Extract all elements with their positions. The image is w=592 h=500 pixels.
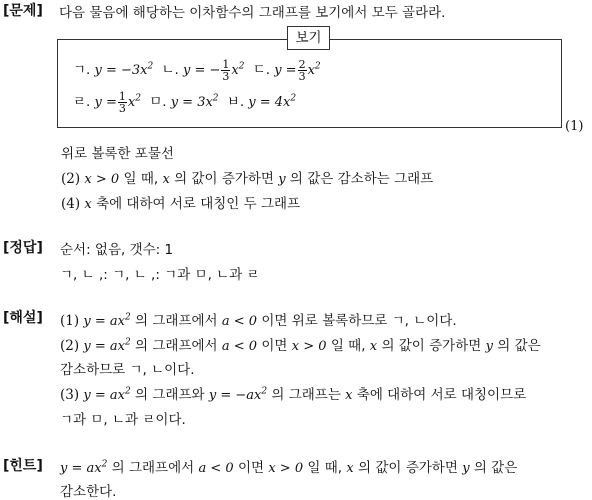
options-box bbox=[57, 39, 562, 128]
question-tag: [문제] bbox=[3, 3, 43, 19]
answer-tag: [정답] bbox=[3, 240, 43, 256]
item-1-text: 위로 볼록한 포물선 bbox=[61, 146, 174, 162]
explanation-tag: [해설] bbox=[3, 310, 43, 326]
options-box-title: 보기 bbox=[287, 26, 330, 50]
option-label-3: ㄷ. bbox=[252, 62, 271, 78]
option-label-6: ㅂ. bbox=[226, 94, 245, 110]
explanation-line-1: (1) $y = ax^2$ 의 그래프에서 a < 0 이면 위로 볼록하므로 ㄱ, ㄴ이다. bbox=[60, 312, 457, 329]
option-expr-1: $y = -3x^2$ bbox=[94, 61, 154, 78]
options-row-1 bbox=[73, 58, 321, 82]
option-expr-3: y = $\frac{2}{3}$ $x^2$ bbox=[274, 58, 321, 83]
option-expr-2: y = − $\frac{1}{3}$ $x^2$ bbox=[182, 58, 245, 83]
option-expr-6: $y = 4x^2$ bbox=[248, 93, 297, 110]
explanation-line-3: 감소하므로 ㄱ, ㄴ이다. bbox=[60, 362, 195, 378]
explanation-line-4: (3) $y = ax^2$ 의 그래프와 $y = -ax^2$ 의 그래프는 x 축에 대하여 서로 대칭이므로 bbox=[60, 386, 527, 403]
answer-line-1: 순서: 없음, 갯수: 1 bbox=[60, 242, 174, 258]
option-label-4: ㄹ. bbox=[73, 94, 91, 110]
options-row-2 bbox=[73, 90, 296, 114]
item-4: (4) x 축에 대하여 서로 대칭인 두 그래프 bbox=[61, 196, 301, 212]
hint-tag: [힌트] bbox=[3, 458, 43, 474]
question-prompt: 다음 물음에 해당하는 이차함수의 그래프를 보기에서 모두 골라라. bbox=[59, 5, 446, 21]
option-label-2: ㄴ. bbox=[161, 62, 179, 78]
explanation-line-5: ㄱ과 ㅁ, ㄴ과 ㄹ이다. bbox=[60, 412, 186, 428]
hint-line-1: $y = ax^2$ 의 그래프에서 a < 0 이면 x > 0 일 때, x 의 값이 증가하면 y 의 값은 bbox=[60, 459, 518, 476]
option-label-1: ㄱ. bbox=[73, 62, 91, 78]
answer-line-2: ㄱ, ㄴ ,: ㄱ, ㄴ ,: ㄱ과 ㅁ, ㄴ과 ㄹ bbox=[60, 267, 260, 283]
hint-line-2: 감소한다. bbox=[60, 484, 117, 500]
option-expr-5: $y = 3x^2$ bbox=[170, 93, 219, 110]
item-1-number: (1) bbox=[565, 119, 584, 134]
item-2: (2) x > 0 일 때, x 의 값이 증가하면 y 의 값은 감소하는 그래프 bbox=[61, 171, 434, 187]
option-label-5: ㅁ. bbox=[149, 94, 167, 110]
explanation-line-2: (2) $y = ax^2$ 의 그래프에서 a < 0 이면 x > 0 일 때, x 의 값이 증가하면 y 의 값은 bbox=[60, 337, 541, 354]
option-expr-4: y = $\frac{1}{3}$ $x^2$ bbox=[94, 90, 141, 115]
